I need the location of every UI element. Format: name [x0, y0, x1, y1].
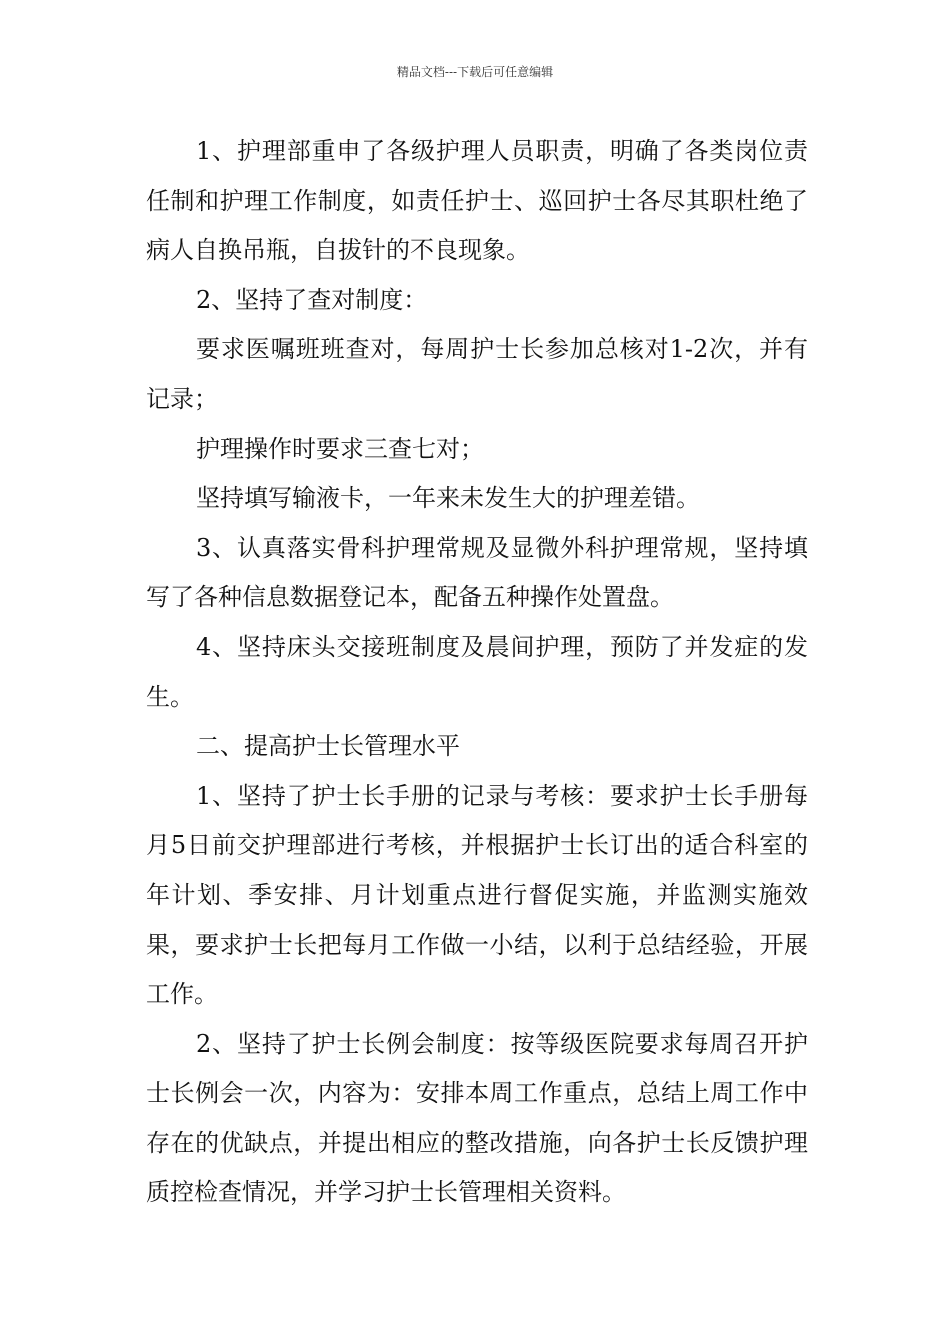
paragraph-1: 1、护理部重申了各级护理人员职责，明确了各类岗位责任制和护理工作制度，如责任护士、巡回护士各尽其职杜绝了病人自换吊瓶，自拔针的不良现象。	[146, 137, 808, 265]
document-body	[146, 127, 808, 1218]
section-heading: 二、提高护士长管理水平	[196, 732, 460, 761]
paragraph-6: 3、认真落实骨科护理常规及显微外科护理常规，坚持填写了各种信息数据登记本，配备五种操作处置盘。	[146, 533, 808, 612]
paragraph-8: 1、坚持了护士长手册的记录与考核：要求护士长手册每月5日前交护理部进行考核，并根据护士长订出的适合科室的年计划、季安排、月计划重点进行督促实施，并监测实施效果，要求护士长把每月工作做一小结，以利于总结经验，开展工作。	[146, 781, 808, 1009]
paragraph-4: 护理操作时要求三查七对；	[196, 434, 484, 463]
page-header: 精品文档---下载后可任意编辑	[396, 65, 554, 79]
paragraph-5: 坚持填写输液卡，一年来未发生大的护理差错。	[196, 484, 700, 513]
paragraph-9: 2、坚持了护士长例会制度：按等级医院要求每周召开护士长例会一次，内容为：安排本周工作重点，总结上周工作中存在的优缺点，并提出相应的整改措施，向各护士长反馈护理质控检查情况，并学习护士长管理相关资料。	[146, 1029, 808, 1207]
paragraph-3: 要求医嘱班班查对，每周护士长参加总核对1-2次，并有记录；	[146, 335, 808, 413]
paragraph-7: 4、坚持床头交接班制度及晨间护理，预防了并发症的发生。	[146, 632, 808, 711]
paragraph-2: 2、坚持了查对制度：	[196, 285, 428, 314]
